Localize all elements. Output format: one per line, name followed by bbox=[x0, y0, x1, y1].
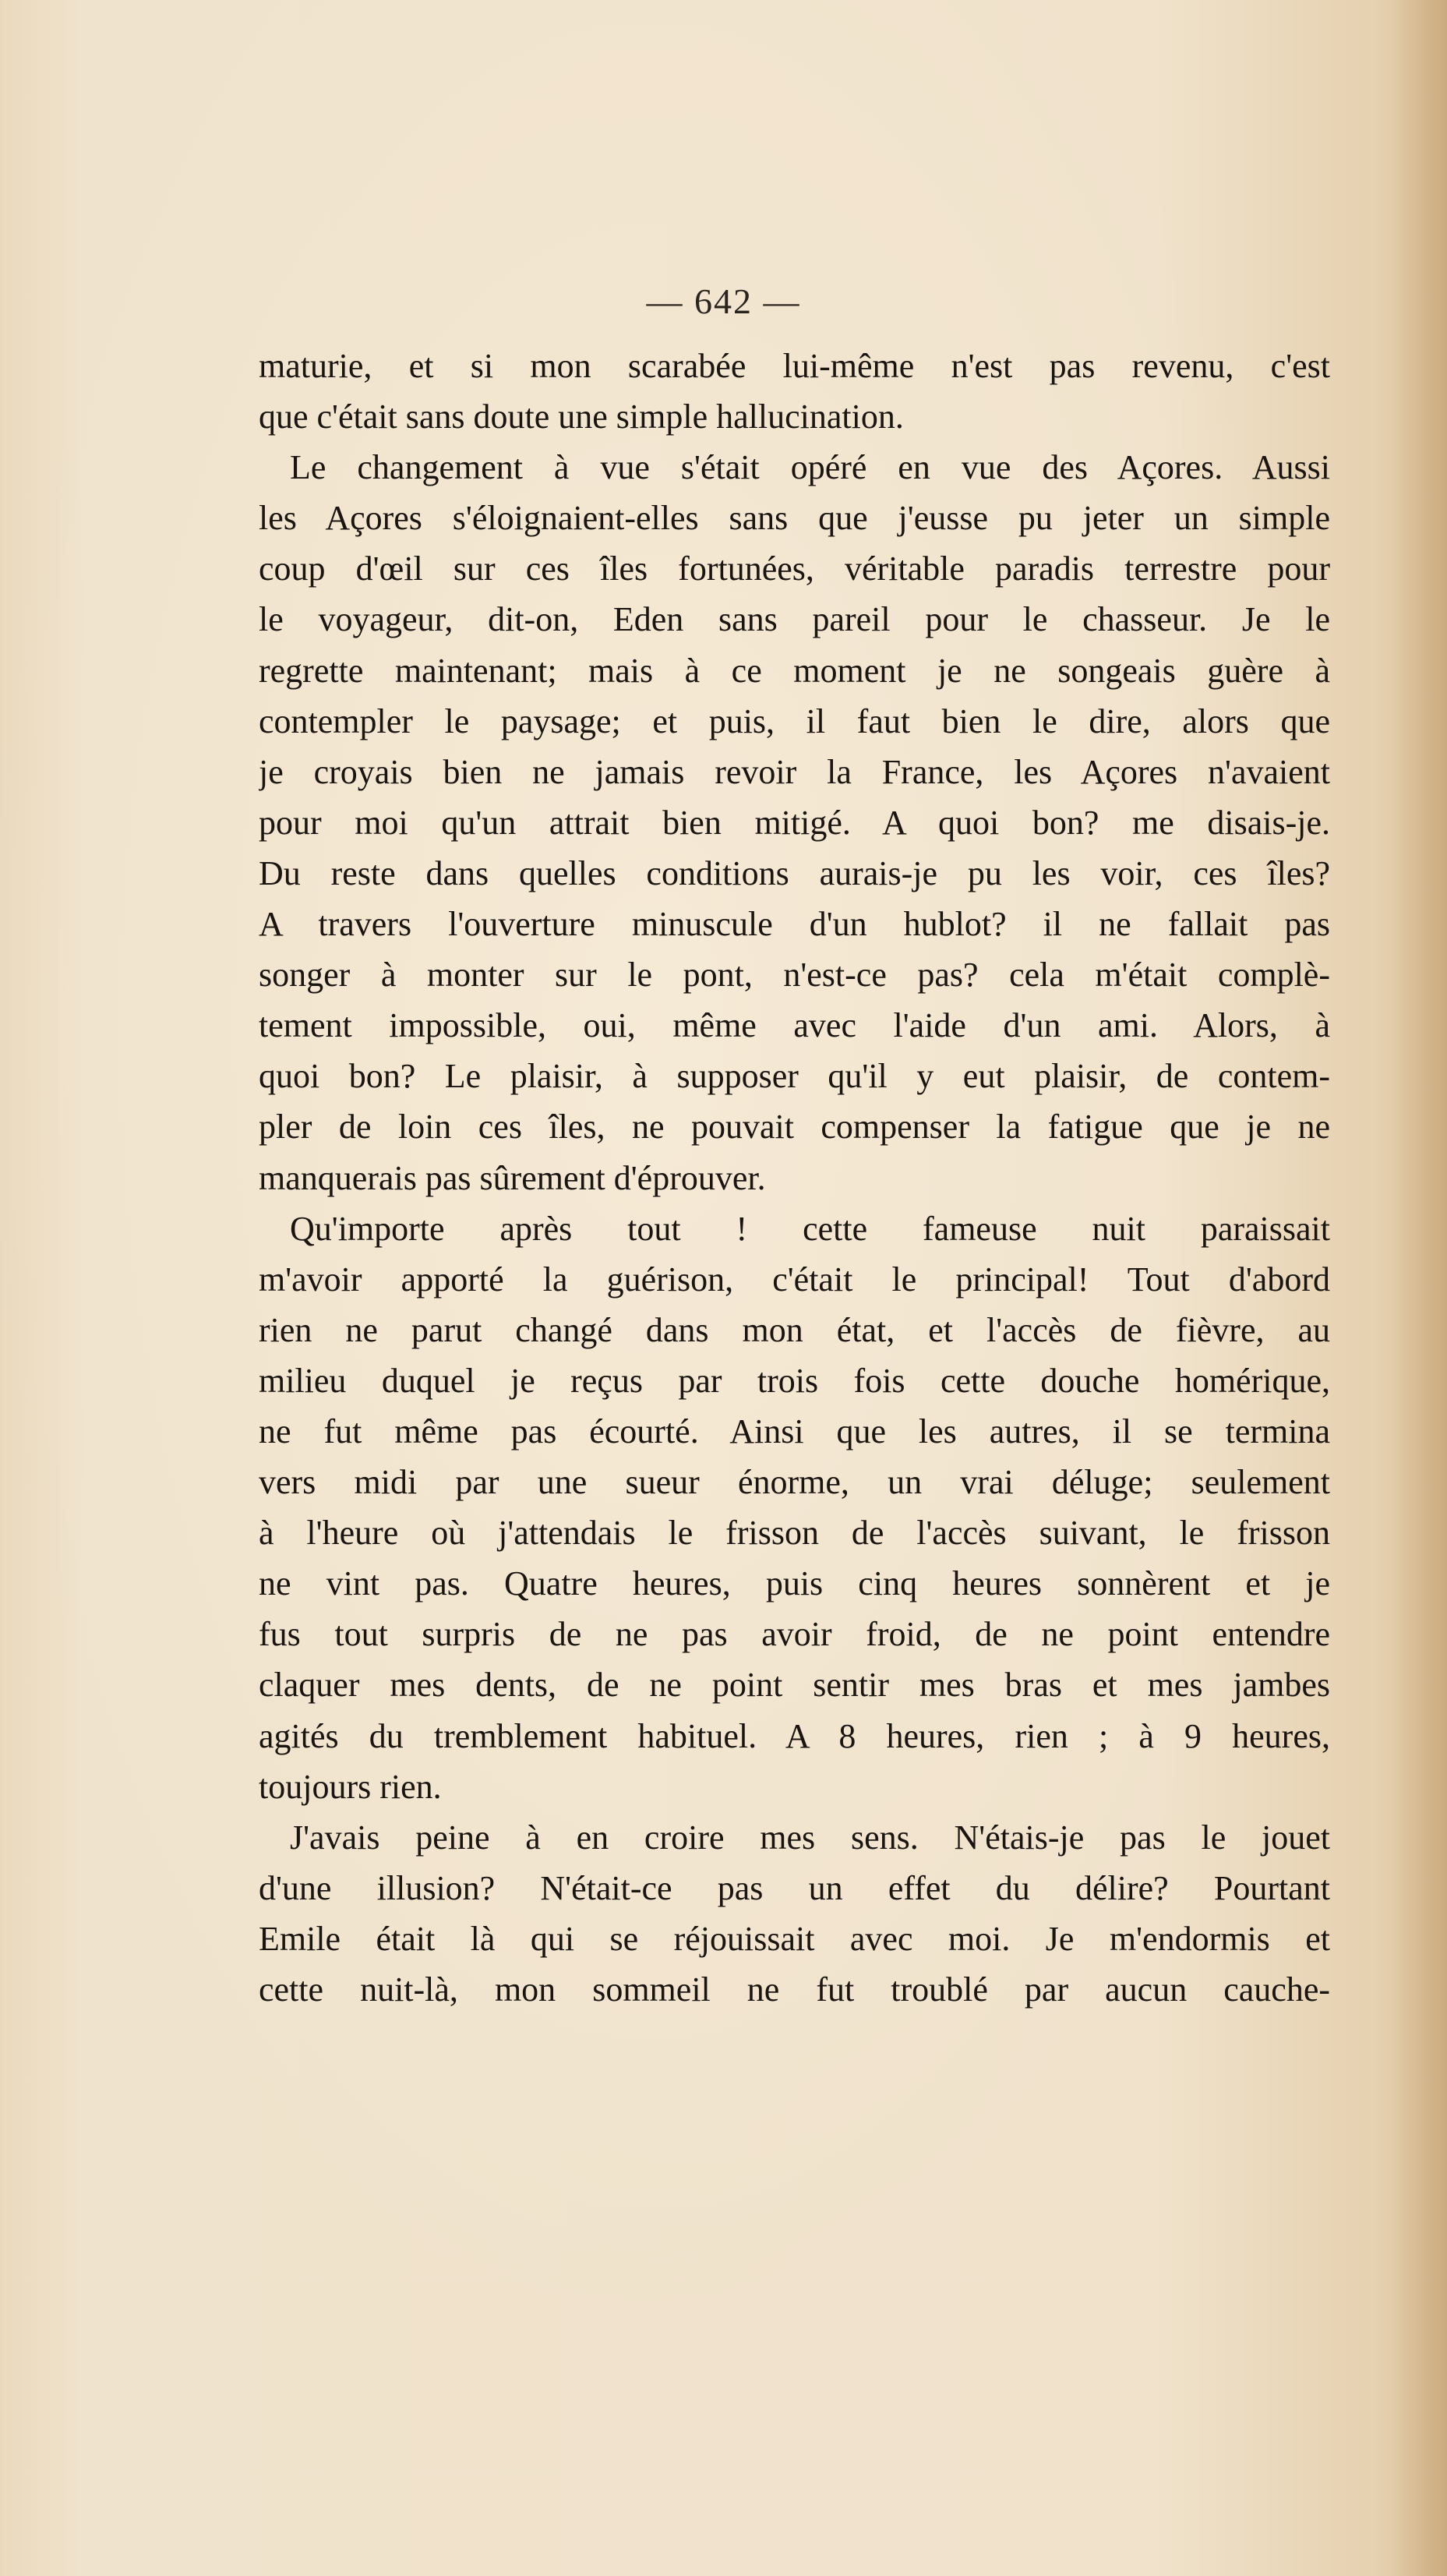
text-line: les Açores s'éloignaient-elles sans que j'eusse pu jeter un simple bbox=[259, 499, 1330, 538]
text-line: Du reste dans quelles conditions aurais-je pu les voir, ces îles? bbox=[259, 853, 1330, 892]
text-line: m'avoir apporté la guérison, c'était le principal! Tout d'abord bbox=[259, 1260, 1330, 1299]
body-text bbox=[259, 341, 1330, 2015]
text-line: ne fut même pas écourté. Ainsi que les autres, il se termina bbox=[259, 1412, 1330, 1451]
text-line: coup d'œil sur ces îles fortunées, véritable paradis terrestre pour bbox=[259, 549, 1330, 588]
text-line: quoi bon? Le plaisir, à supposer qu'il y eut plaisir, de contem- bbox=[259, 1057, 1330, 1096]
text-line: Emile était là qui se réjouissait avec moi. Je m'endormis et bbox=[259, 1919, 1330, 1958]
text-line: à l'heure où j'attendais le frisson de l'accès suivant, le frisson bbox=[259, 1514, 1330, 1553]
text-line: cette nuit-là, mon sommeil ne fut troublé par aucun cauche- bbox=[259, 1970, 1330, 2009]
text-line: Le changement à vue s'était opéré en vue des Açores. Aussi bbox=[290, 448, 1330, 487]
text-line: fus tout surpris de ne pas avoir froid, de ne point entendre bbox=[259, 1615, 1330, 1654]
page-edge-shadow bbox=[1392, 0, 1447, 2576]
text-line: rien ne parut changé dans mon état, et l'accès de fièvre, au bbox=[259, 1310, 1330, 1349]
text-line: toujours rien. bbox=[259, 1767, 442, 1806]
text-line: d'une illusion? N'était-ce pas un effet du délire? Pourtant bbox=[259, 1868, 1330, 1907]
text-line: songer à monter sur le pont, n'est-ce pas? cela m'était complè- bbox=[259, 956, 1330, 995]
text-line: que c'était sans doute une simple hallucination. bbox=[259, 398, 904, 436]
text-line: vers midi par une sueur énorme, un vrai déluge; seulement bbox=[259, 1463, 1330, 1502]
text-line: pour moi qu'un attrait bien mitigé. A quoi bon? me disais-je. bbox=[259, 803, 1330, 842]
text-line: claquer mes dents, de ne point sentir mes bras et mes jambes bbox=[259, 1666, 1330, 1705]
text-line: maturie, et si mon scarabée lui-même n'est pas revenu, c'est bbox=[259, 347, 1330, 385]
text-line: A travers l'ouverture minuscule d'un hublot? il ne fallait pas bbox=[259, 905, 1330, 944]
text-line: contempler le paysage; et puis, il faut bien le dire, alors que bbox=[259, 701, 1330, 740]
text-line: milieu duquel je reçus par trois fois cette douche homérique, bbox=[259, 1361, 1330, 1400]
text-line: J'avais peine à en croire mes sens. N'étais-je pas le jouet bbox=[290, 1818, 1330, 1857]
text-line: je croyais bien ne jamais revoir la France, les Açores n'avaient bbox=[259, 752, 1330, 791]
text-line: regrette maintenant; mais à ce moment je ne songeais guère à bbox=[259, 651, 1330, 690]
text-line: pler de loin ces îles, ne pouvait compenser la fatigue que je ne bbox=[259, 1108, 1330, 1147]
text-line: tement impossible, oui, même avec l'aide d'un ami. Alors, à bbox=[259, 1006, 1330, 1045]
text-line: le voyageur, dit-on, Eden sans pareil pour le chasseur. Je le bbox=[259, 600, 1330, 639]
text-line: Qu'importe après tout ! cette fameuse nuit paraissait bbox=[290, 1209, 1330, 1248]
text-line: agités du tremblement habituel. A 8 heures, rien ; à 9 heures, bbox=[259, 1716, 1330, 1755]
text-line: manquerais pas sûrement d'éprouver. bbox=[259, 1158, 766, 1197]
page-number: — 642 — bbox=[646, 281, 801, 321]
text-line: ne vint pas. Quatre heures, puis cinq heures sonnèrent et je bbox=[259, 1564, 1330, 1603]
